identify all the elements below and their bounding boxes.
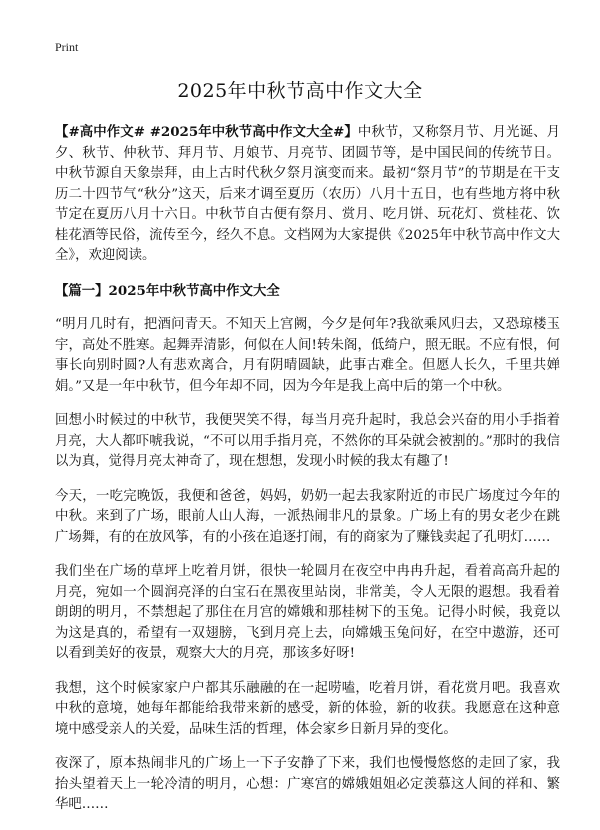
page-title: 2025年中秋节高中作文大全 [177, 80, 423, 102]
paragraph-3: 今天，一吃完晚饭，我便和爸爸，妈妈，奶奶一起去我家附近的市民广场度过今年的中秋。来到了广场，眼前人山人海，一派热闹非凡的景象。广场上有的男女老少在跳广场舞，有的在放风筝，有的小孩在追逐打闹，有的商家为了赚钱卖起了孔明灯…… [55, 488, 560, 545]
paragraph-1: “明月几时有，把酒问青天。不知天上宫阙，今夕是何年?我欲乘风归去，又恐琼楼玉宇，高处不胜寒。起舞弄清影，何似在人间!转朱阁，低绮户，照无眠。不应有恨，何事长向别时圆?人有悲欢离合，月有阴晴圆缺，此事古难全。但愿人长久，千里共婵娟。”又是一年中秋节，但今年却不同，因为今年是我上高中后的第一个中秋。 [55, 317, 560, 394]
paragraph-4: 我们坐在广场的草坪上吃着月饼，很快一轮圆月在夜空中冉冉升起，看着高高升起的月亮，宛如一个圆润亮泽的白宝石在黑夜里站岗，非常美，令人无限的遐想。我看着朗朗的明月，不禁想起了那住在月宫的嫦娥和那桂树下的玉兔。记得小时候，我竟以为这是真的，希望有一双翅膀，飞到月亮上去，向嫦娥玉兔问好，在空中遨游，还可以看到美好的夜景，观察大大的月亮，那该多好呀! [55, 564, 560, 661]
article-body [55, 122, 560, 830]
paragraph-5: 我想，这个时候家家户户都其乐融融的在一起唠嗑，吃着月饼，看花赏月吧。我喜欢中秋的意境，她每年都能给我带来新的感受，新的体验，新的收获。我愿意在这种意境中感受亲人的关爱，品味生活的哲理，体会家乡日新月异的变化。 [55, 680, 560, 737]
print-link[interactable]: Print [55, 40, 79, 54]
intro-text: 中秋节，又称祭月节、月光诞、月夕、秋节、仲秋节、拜月节、月娘节、月亮节、团圆节等，是中国民间的传统节日。中秋节源自天象崇拜，由上古时代秋夕祭月演变而来。最初“祭月节”的节期是在干支历二十四节气“秋分”这天，后来才调至夏历（农历）八月十五日，也有些地方将中秋节定在夏历八月十六日。中秋节自古便有祭月、赏月、吃月饼、玩花灯、赏桂花、饮桂花酒等民俗，流传至今，经久不息。文档网为大家提供《2025年中秋节高中作文大全》，欢迎阅读。 [55, 125, 561, 263]
intro-tag: 【#高中作文# #2025年中秋节高中作文大全#】 [55, 124, 358, 140]
paragraph-6: 夜深了，原本热闹非凡的广场上一下子安静了下来，我们也慢慢悠悠的走回了家，我抬头望着天上一轮冷清的明月，心想：广寒宫的嫦娥姐姐必定羡慕这人间的祥和、繁华吧…… [55, 756, 560, 812]
paragraph-2: 回想小时候过的中秋节，我便哭笑不得，每当月亮升起时，我总会兴奋的用小手指着月亮，大人都吓唬我说，“不可以用手指月亮，不然你的耳朵就会被割的。”那时的我信以为真，觉得月亮太神奇了，现在想想，发现小时候的我太有趣了! [55, 413, 560, 469]
intro-paragraph [55, 122, 560, 267]
section-heading: 【篇一】2025年中秋节高中作文大全 [55, 282, 280, 299]
